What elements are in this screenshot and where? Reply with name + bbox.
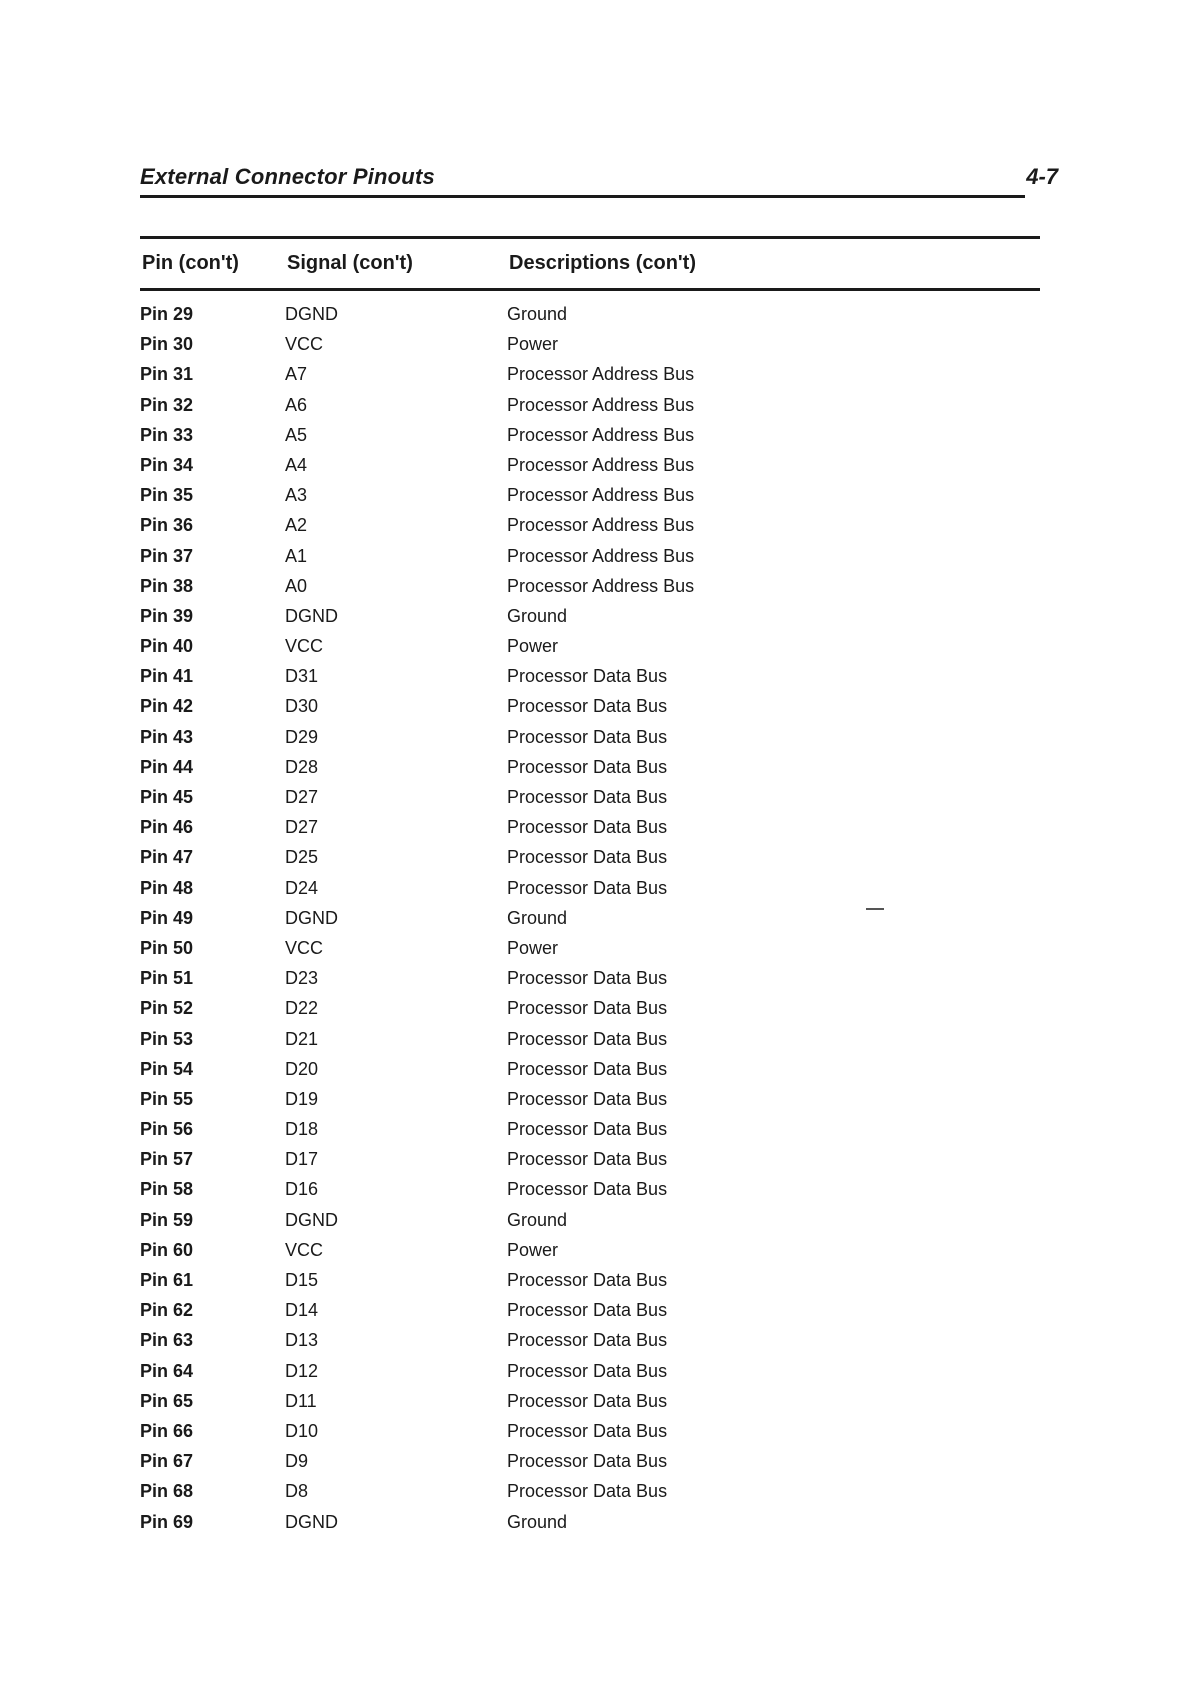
table-row xyxy=(138,395,1038,425)
page-number: 4-7 xyxy=(1026,164,1058,189)
pin-cell: Pin 62 xyxy=(140,1300,194,1321)
pin-cell: Pin 67 xyxy=(140,1451,194,1472)
column-header-pin: Pin (con't) xyxy=(142,252,239,274)
pin-cell: Pin 39 xyxy=(140,605,194,626)
table-row xyxy=(138,878,1038,908)
description-cell: Processor Data Bus xyxy=(507,1028,668,1049)
table-row xyxy=(138,696,1038,726)
signal-cell: A4 xyxy=(285,454,308,475)
signal-cell: D18 xyxy=(285,1119,319,1140)
signal-cell: D13 xyxy=(285,1330,319,1351)
pin-cell: Pin 35 xyxy=(140,485,194,506)
pin-cell: Pin 51 xyxy=(140,968,194,989)
pin-cell: Pin 34 xyxy=(140,454,194,475)
description-cell: Processor Data Bus xyxy=(507,1179,668,1200)
pin-cell: Pin 38 xyxy=(140,575,194,596)
description-cell: Processor Data Bus xyxy=(507,847,668,868)
signal-cell: D16 xyxy=(285,1179,319,1200)
pin-cell: Pin 48 xyxy=(140,877,194,898)
table-row xyxy=(138,364,1038,394)
page-title: External Connector Pinouts xyxy=(140,164,435,189)
signal-cell: D30 xyxy=(285,696,319,717)
description-cell: Processor Data Bus xyxy=(507,1451,668,1472)
description-cell: Processor Address Bus xyxy=(507,454,695,475)
pin-cell: Pin 55 xyxy=(140,1088,194,1109)
description-cell: Ground xyxy=(507,907,568,928)
table-row xyxy=(138,757,1038,787)
signal-cell: VCC xyxy=(285,937,324,958)
pin-cell: Pin 37 xyxy=(140,545,194,566)
signal-cell: VCC xyxy=(285,334,324,355)
description-cell: Processor Data Bus xyxy=(507,696,668,717)
description-cell: Processor Data Bus xyxy=(507,1149,668,1170)
table-row xyxy=(138,606,1038,636)
pin-cell: Pin 42 xyxy=(140,696,194,717)
signal-cell: D27 xyxy=(285,817,319,838)
table-row xyxy=(138,1089,1038,1119)
pin-cell: Pin 66 xyxy=(140,1420,194,1441)
table-row xyxy=(138,1512,1038,1542)
description-cell: Processor Address Bus xyxy=(507,394,695,415)
pin-cell: Pin 61 xyxy=(140,1270,194,1290)
table-row xyxy=(138,425,1038,455)
signal-cell: D8 xyxy=(285,1481,309,1502)
description-cell: Processor Data Bus xyxy=(507,787,668,807)
description-cell: Processor Data Bus xyxy=(507,817,668,838)
table-row xyxy=(138,546,1038,576)
signal-cell: A1 xyxy=(285,545,308,566)
table-row xyxy=(138,938,1038,968)
table-row xyxy=(138,727,1038,757)
table-row xyxy=(138,1179,1038,1209)
signal-cell: VCC xyxy=(285,636,324,657)
pin-cell: Pin 60 xyxy=(140,1239,194,1260)
table-row xyxy=(138,1330,1038,1360)
signal-cell: D10 xyxy=(285,1420,319,1441)
signal-cell: VCC xyxy=(285,1239,324,1260)
pin-cell: Pin 52 xyxy=(140,998,194,1019)
signal-cell: A3 xyxy=(285,485,308,506)
pin-cell: Pin 46 xyxy=(140,817,194,838)
pin-cell: Pin 58 xyxy=(140,1179,194,1200)
signal-cell: D23 xyxy=(285,968,319,989)
signal-cell: A0 xyxy=(285,575,308,596)
description-cell: Processor Data Bus xyxy=(507,1481,668,1502)
table-row xyxy=(138,666,1038,696)
table-row xyxy=(138,1059,1038,1089)
description-cell: Ground xyxy=(507,1209,568,1230)
table-row xyxy=(138,1361,1038,1391)
pin-cell: Pin 31 xyxy=(140,364,194,385)
pin-cell: Pin 53 xyxy=(140,1028,194,1049)
table-row xyxy=(138,787,1038,817)
table-row xyxy=(138,1210,1038,1240)
signal-cell: D11 xyxy=(285,1390,317,1411)
description-cell: Processor Address Bus xyxy=(507,575,695,596)
table-header-row xyxy=(140,252,1040,282)
description-cell: Processor Data Bus xyxy=(507,726,668,747)
signal-cell: A6 xyxy=(285,394,308,415)
description-cell: Processor Data Bus xyxy=(507,1088,668,1109)
scan-artifact-mark xyxy=(866,908,884,910)
table-row xyxy=(138,515,1038,545)
table-header-rule xyxy=(140,288,1040,291)
signal-cell: D27 xyxy=(285,787,319,807)
table-row xyxy=(138,1451,1038,1481)
table-top-rule xyxy=(140,236,1040,239)
signal-cell: D21 xyxy=(285,1028,319,1049)
description-cell: Power xyxy=(507,334,559,355)
table-row xyxy=(138,304,1038,334)
signal-cell: D9 xyxy=(285,1451,309,1472)
table-row xyxy=(138,334,1038,364)
pin-cell: Pin 36 xyxy=(140,515,194,536)
signal-cell: D22 xyxy=(285,998,319,1019)
description-cell: Processor Data Bus xyxy=(507,1058,668,1079)
table-row xyxy=(138,576,1038,606)
table-row xyxy=(138,998,1038,1028)
description-cell: Ground xyxy=(507,605,568,626)
description-cell: Processor Address Bus xyxy=(507,545,695,566)
table-row xyxy=(138,1149,1038,1179)
column-header-description: Descriptions (con't) xyxy=(509,252,696,274)
signal-cell: A7 xyxy=(285,364,308,385)
description-cell: Processor Address Bus xyxy=(507,515,695,536)
table-row xyxy=(138,1391,1038,1421)
pin-cell: Pin 68 xyxy=(140,1481,194,1502)
description-cell: Processor Data Bus xyxy=(507,1119,668,1140)
column-header-signal: Signal (con't) xyxy=(287,252,413,274)
signal-cell: D14 xyxy=(285,1300,319,1321)
pin-cell: Pin 54 xyxy=(140,1058,194,1079)
signal-cell: D15 xyxy=(285,1270,319,1290)
pin-cell: Pin 69 xyxy=(140,1511,194,1532)
pin-cell: Pin 47 xyxy=(140,847,194,868)
signal-cell: DGND xyxy=(285,605,338,626)
description-cell: Processor Data Bus xyxy=(507,1390,668,1411)
signal-cell: DGND xyxy=(285,1511,338,1532)
signal-cell: D19 xyxy=(285,1088,319,1109)
signal-cell: D20 xyxy=(285,1058,319,1079)
pin-cell: Pin 45 xyxy=(140,787,194,807)
description-cell: Processor Data Bus xyxy=(507,968,668,989)
pin-cell: Pin 56 xyxy=(140,1119,194,1140)
pin-cell: Pin 44 xyxy=(140,756,194,777)
description-cell: Power xyxy=(507,636,559,657)
description-cell: Processor Data Bus xyxy=(507,1300,668,1321)
signal-cell: A5 xyxy=(285,424,308,445)
pin-cell: Pin 29 xyxy=(140,304,194,324)
description-cell: Processor Data Bus xyxy=(507,1420,668,1441)
signal-cell: D12 xyxy=(285,1360,319,1381)
description-cell: Power xyxy=(507,937,559,958)
pin-cell: Pin 59 xyxy=(140,1209,194,1230)
pin-cell: Pin 40 xyxy=(140,636,194,657)
pin-cell: Pin 63 xyxy=(140,1330,194,1351)
pin-cell: Pin 33 xyxy=(140,424,194,445)
description-cell: Processor Data Bus xyxy=(507,756,668,777)
table-row xyxy=(138,636,1038,666)
table-row xyxy=(138,847,1038,877)
description-cell: Processor Data Bus xyxy=(507,666,668,687)
pinout-table-body xyxy=(138,304,1038,1542)
signal-cell: D28 xyxy=(285,756,319,777)
description-cell: Processor Data Bus xyxy=(507,998,668,1019)
description-cell: Power xyxy=(507,1239,559,1260)
description-cell: Processor Address Bus xyxy=(507,364,695,385)
table-row xyxy=(138,1119,1038,1149)
pin-cell: Pin 49 xyxy=(140,907,194,928)
table-row xyxy=(138,455,1038,485)
pin-cell: Pin 50 xyxy=(140,937,194,958)
description-cell: Processor Data Bus xyxy=(507,877,668,898)
signal-cell: D31 xyxy=(285,666,319,687)
pin-cell: Pin 64 xyxy=(140,1360,194,1381)
pin-cell: Pin 65 xyxy=(140,1390,194,1411)
signal-cell: D17 xyxy=(285,1149,319,1170)
pin-cell: Pin 57 xyxy=(140,1149,194,1170)
description-cell: Processor Address Bus xyxy=(507,485,695,506)
table-row xyxy=(138,968,1038,998)
table-row xyxy=(138,1481,1038,1511)
signal-cell: DGND xyxy=(285,907,338,928)
signal-cell: D24 xyxy=(285,877,319,898)
table-row xyxy=(138,1240,1038,1270)
description-cell: Processor Data Bus xyxy=(507,1330,668,1351)
pin-cell: Pin 41 xyxy=(140,666,194,687)
description-cell: Processor Data Bus xyxy=(507,1360,668,1381)
signal-cell: A2 xyxy=(285,515,308,536)
signal-cell: D25 xyxy=(285,847,319,868)
description-cell: Processor Address Bus xyxy=(507,424,695,445)
header-rule xyxy=(140,195,1025,198)
table-row xyxy=(138,1029,1038,1059)
signal-cell: DGND xyxy=(285,1209,338,1230)
signal-cell: D29 xyxy=(285,726,319,747)
pin-cell: Pin 43 xyxy=(140,726,194,747)
signal-cell: DGND xyxy=(285,304,338,324)
description-cell: Ground xyxy=(507,1511,568,1532)
table-row xyxy=(138,485,1038,515)
table-row xyxy=(138,817,1038,847)
table-row xyxy=(138,1300,1038,1330)
description-cell: Processor Data Bus xyxy=(507,1270,668,1290)
pin-cell: Pin 32 xyxy=(140,394,194,415)
table-row xyxy=(138,1270,1038,1300)
table-row xyxy=(138,1421,1038,1451)
table-row xyxy=(138,908,1038,938)
pin-cell: Pin 30 xyxy=(140,334,194,355)
description-cell: Ground xyxy=(507,304,568,324)
